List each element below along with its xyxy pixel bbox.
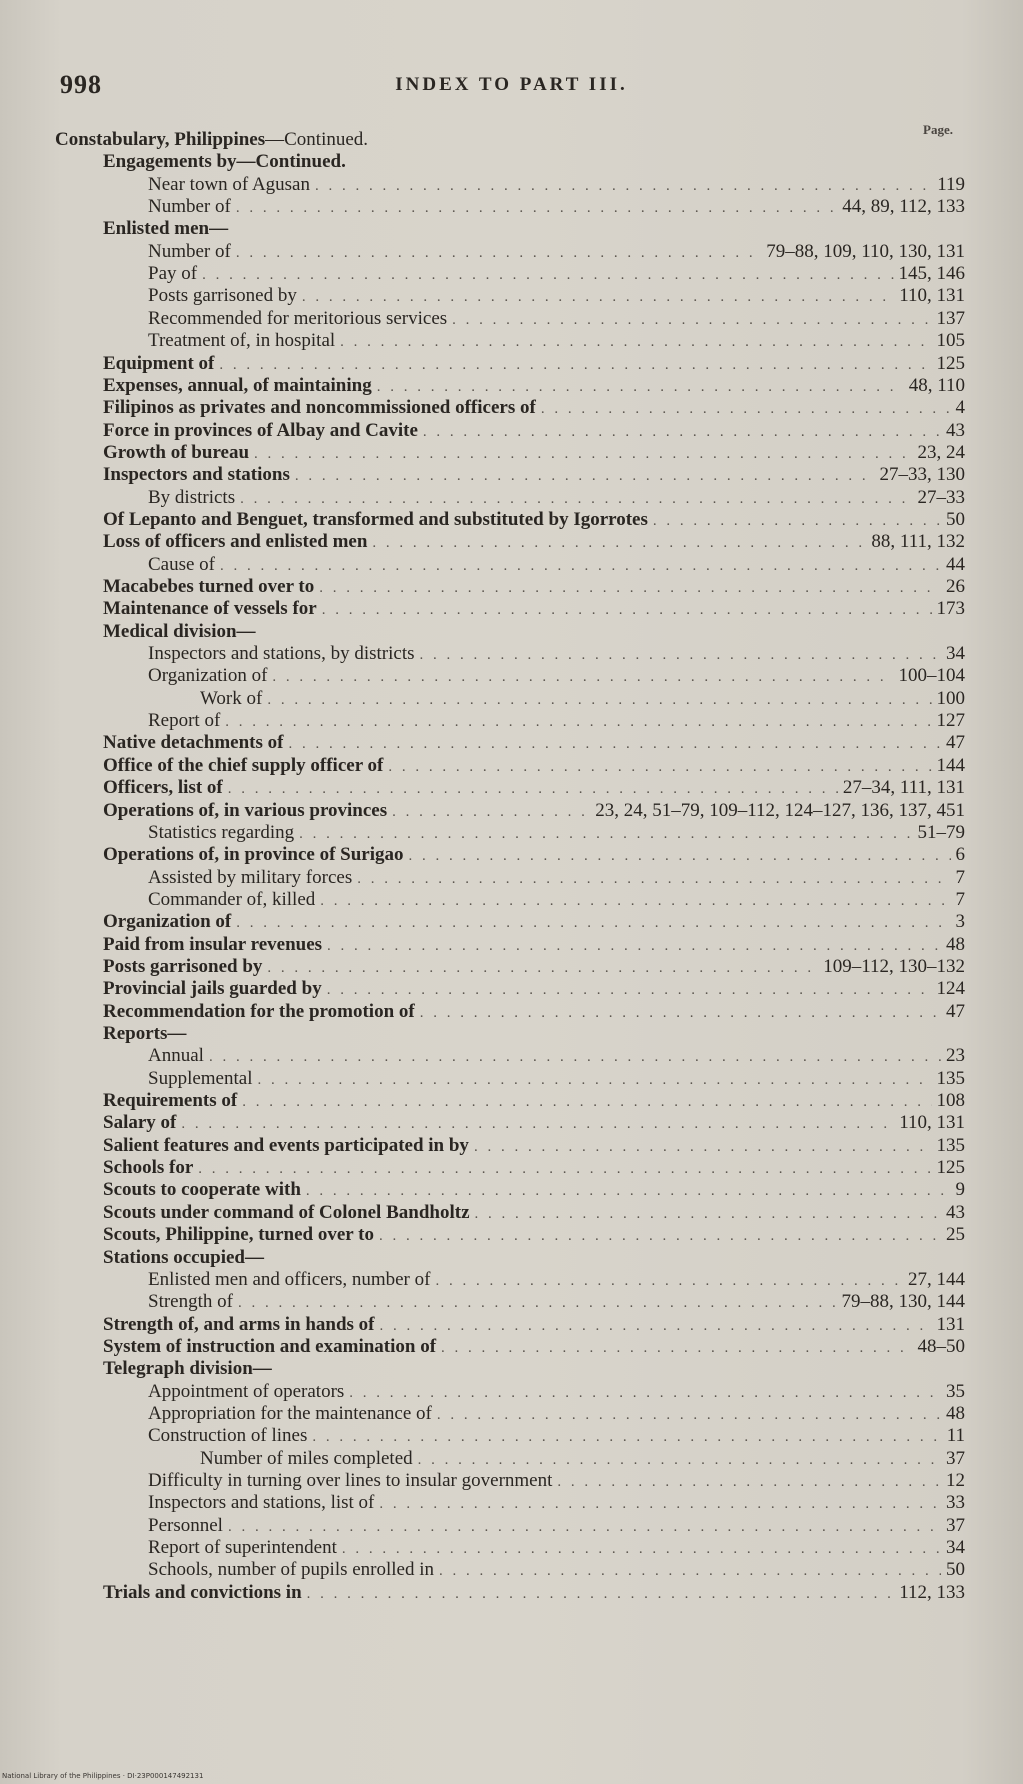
page-header xyxy=(0,70,1023,137)
entry-text: Number of xyxy=(148,196,231,218)
index-entry xyxy=(103,1223,965,1246)
index-entry xyxy=(148,888,965,911)
entry-pages: 12 xyxy=(946,1470,965,1491)
entry-text: Treatment of, in hospital xyxy=(148,330,336,352)
entry-text: Recommendation for the promotion of xyxy=(103,1000,415,1022)
entry-text: Personnel xyxy=(148,1514,223,1536)
index-entry xyxy=(103,1581,965,1604)
index-entry xyxy=(103,217,965,240)
entry-pages: 131 xyxy=(936,1313,965,1335)
index-entry xyxy=(103,1357,965,1380)
index-entry xyxy=(148,1044,965,1067)
entry-pages: 144 xyxy=(936,754,965,776)
index-entry xyxy=(148,709,965,732)
entry-text: Appropriation for the maintenance of xyxy=(148,1402,432,1424)
index-entry xyxy=(103,441,965,464)
entry-pages: 100 xyxy=(936,687,965,709)
entry-pages: 47 xyxy=(946,732,965,754)
index-entry xyxy=(148,307,965,330)
entry-text: Salary of xyxy=(103,1112,177,1134)
index-entry xyxy=(148,240,965,263)
index-entry xyxy=(148,262,965,285)
entry-text: Appointment of operators xyxy=(148,1380,345,1402)
index-entry xyxy=(148,195,965,218)
index-entry xyxy=(103,396,965,419)
entry-text: By districts xyxy=(148,486,236,508)
entry-text: Stations occupied— xyxy=(103,1246,264,1268)
entry-pages: 34 xyxy=(946,1537,965,1559)
index-entry xyxy=(103,575,965,598)
entry-text: Loss of officers and enlisted men xyxy=(103,531,368,553)
index-entry xyxy=(103,1089,965,1112)
entry-text: Strength of, and arms in hands of xyxy=(103,1313,375,1335)
index-entry xyxy=(148,1491,965,1514)
entry-pages: 47 xyxy=(946,1000,965,1022)
entry-pages: 3 xyxy=(955,911,965,933)
entry-text: Assisted by military forces xyxy=(148,866,353,888)
entry-text: Operations of, in province of Surigao xyxy=(103,844,404,866)
index-entry xyxy=(103,1313,965,1336)
entry-pages: 9 xyxy=(955,1179,965,1201)
entry-pages: 25 xyxy=(946,1224,965,1246)
page-column-label: Page. xyxy=(923,122,953,137)
entry-pages: 43 xyxy=(946,419,965,441)
entry-text: Inspectors and stations xyxy=(103,464,290,486)
entry-pages: 48, 110 xyxy=(908,374,965,396)
entry-pages: 127 xyxy=(936,710,965,732)
entry-text: Medical division— xyxy=(103,620,256,642)
index-entry xyxy=(148,642,965,665)
entry-text: Of Lepanto and Benguet, transformed and substituted by Igorrotes xyxy=(103,508,648,530)
entry-text: System of instruction and examination of xyxy=(103,1335,437,1357)
entry-text: Engagements by—Continued. xyxy=(103,151,346,173)
entry-pages: 11 xyxy=(946,1425,965,1447)
entry-text: Difficulty in turning over lines to insular government xyxy=(148,1470,553,1491)
entry-text: Near town of Agusan xyxy=(148,173,310,195)
entry-pages: 7 xyxy=(955,888,965,910)
entry-text: Native detachments of xyxy=(103,732,284,754)
entry-pages: 27–33, 130 xyxy=(879,464,965,486)
index-entry xyxy=(103,1134,965,1157)
entry-pages: 7 xyxy=(955,866,965,888)
main-heading-rest: —Continued. xyxy=(265,129,369,150)
entry-text: Inspectors and stations, by districts xyxy=(148,643,415,665)
index-entry xyxy=(103,933,965,956)
index-entry xyxy=(148,1558,965,1581)
main-heading xyxy=(55,128,965,151)
entry-pages: 34 xyxy=(946,643,965,665)
index-entry xyxy=(103,910,965,933)
running-head: INDEX TO PART III. xyxy=(395,74,628,95)
entry-pages: 37 xyxy=(946,1514,965,1536)
entry-text: Strength of xyxy=(148,1291,233,1313)
index-entry xyxy=(103,843,965,866)
archive-footer: National Library of the Philippines · DI·23P000147492131 xyxy=(2,1772,204,1780)
entry-text: Organization of xyxy=(103,911,232,933)
index-entry xyxy=(148,553,965,576)
index-entry xyxy=(103,1246,965,1269)
entry-pages: 125 xyxy=(936,352,965,374)
entry-pages: 4 xyxy=(955,397,965,419)
index-entry xyxy=(103,463,965,486)
entry-pages: 23 xyxy=(946,1045,965,1067)
entry-pages: 105 xyxy=(936,330,965,352)
index-entry xyxy=(103,620,965,643)
entry-text: Provincial jails guarded by xyxy=(103,978,322,1000)
entry-text: Commander of, killed xyxy=(148,888,316,910)
index-entry xyxy=(103,150,965,173)
index-entry xyxy=(148,866,965,889)
entry-text: Number of miles completed xyxy=(200,1447,413,1469)
entry-text: Construction of lines xyxy=(148,1425,308,1447)
entry-pages: 48–50 xyxy=(917,1335,965,1357)
entry-text: Growth of bureau xyxy=(103,441,250,463)
entry-pages: 135 xyxy=(936,1067,965,1089)
entry-text: Telegraph division— xyxy=(103,1358,272,1380)
index-entry xyxy=(200,687,965,710)
index-entry xyxy=(148,1268,965,1291)
entry-pages: 110, 131 xyxy=(899,285,965,307)
entry-text: Schools, number of pupils enrolled in xyxy=(148,1559,435,1581)
index-entry xyxy=(103,977,965,1000)
index-entry xyxy=(148,821,965,844)
index-entry xyxy=(200,1447,965,1470)
entry-text: Expenses, annual, of maintaining xyxy=(103,374,372,396)
entry-pages: 124 xyxy=(936,978,965,1000)
index-entry xyxy=(148,329,965,352)
entry-text: Posts garrisoned by xyxy=(103,955,263,977)
index-entry xyxy=(103,1022,965,1045)
entry-pages: 88, 111, 132 xyxy=(871,531,965,553)
entry-text: Scouts to cooperate with xyxy=(103,1179,301,1201)
index-entry xyxy=(103,1335,965,1358)
entry-text: Office of the chief supply officer of xyxy=(103,754,384,776)
entry-text: Report of xyxy=(148,710,221,732)
index-entry xyxy=(103,1178,965,1201)
entry-pages: 109–112, 130–132 xyxy=(823,955,965,977)
entry-text: Macabebes turned over to xyxy=(103,576,315,597)
index-entry xyxy=(148,486,965,509)
entry-text: Schools for xyxy=(103,1157,194,1179)
entry-text: Operations of, in various provinces xyxy=(103,799,388,821)
entry-pages: 33 xyxy=(946,1492,965,1514)
entry-text: Posts garrisoned by xyxy=(148,285,297,307)
entry-pages: 79–88, 109, 110, 130, 131 xyxy=(766,240,965,262)
index-entry xyxy=(103,776,965,799)
entry-text: Pay of xyxy=(148,263,198,285)
entry-pages: 43 xyxy=(946,1201,965,1223)
index-entry xyxy=(148,1514,965,1537)
index-entry xyxy=(148,284,965,307)
entry-text: Scouts under command of Colonel Bandholtz xyxy=(103,1201,470,1223)
index-entry xyxy=(103,1156,965,1179)
entry-text: Enlisted men— xyxy=(103,218,229,240)
entry-pages: 6 xyxy=(955,844,965,866)
index-entry xyxy=(103,352,965,375)
entry-text: Enlisted men and officers, number of xyxy=(148,1268,431,1290)
entry-pages: 173 xyxy=(936,598,965,620)
index-entry xyxy=(148,1380,965,1403)
entry-pages: 135 xyxy=(936,1134,965,1156)
entry-pages: 119 xyxy=(937,173,965,195)
index-entry xyxy=(103,374,965,397)
index-entry xyxy=(103,1111,965,1134)
entry-pages: 50 xyxy=(946,508,965,530)
entry-pages: 100–104 xyxy=(898,665,965,687)
entry-text: Number of xyxy=(148,240,231,262)
main-heading-bold: Constabulary, Philippines xyxy=(55,129,266,150)
entry-pages: 27–33 xyxy=(917,486,965,508)
entry-pages: 108 xyxy=(936,1090,965,1112)
index-entry xyxy=(148,1067,965,1090)
index-entry xyxy=(103,731,965,754)
entry-pages: 137 xyxy=(936,307,965,329)
index-entry xyxy=(103,530,965,553)
entry-pages: 44 xyxy=(946,553,965,575)
entry-pages: 48 xyxy=(946,1402,965,1424)
index-entry xyxy=(148,664,965,687)
entry-pages: 48 xyxy=(946,933,965,955)
index-entry xyxy=(103,955,965,978)
entry-text: Reports— xyxy=(103,1023,187,1044)
entry-pages: 23, 24, 51–79, 109–112, 124–127, 136, 137, 451 xyxy=(595,799,965,821)
entry-text: Inspectors and stations, list of xyxy=(148,1492,375,1514)
entry-pages: 50 xyxy=(946,1559,965,1581)
entry-text: Cause of xyxy=(148,553,216,575)
entry-text: Officers, list of xyxy=(103,777,223,799)
entry-text: Report of superintendent xyxy=(148,1537,337,1559)
entry-text: Paid from insular revenues xyxy=(103,933,323,955)
entry-pages: 23, 24 xyxy=(917,441,965,463)
entry-pages: 110, 131 xyxy=(899,1112,965,1134)
entry-pages: 125 xyxy=(936,1157,965,1179)
entry-pages: 44, 89, 112, 133 xyxy=(842,196,965,218)
index-entry xyxy=(148,173,965,196)
index-entry xyxy=(103,508,965,531)
entry-text: Maintenance of vessels for xyxy=(103,598,317,620)
entry-pages: 35 xyxy=(946,1380,965,1402)
entry-pages: 27, 144 xyxy=(908,1268,965,1290)
index-entry xyxy=(103,754,965,777)
index-entry xyxy=(103,597,965,620)
index-entry xyxy=(148,1290,965,1313)
dot-leader xyxy=(307,1583,895,1606)
entry-text: Recommended for meritorious services xyxy=(148,307,448,329)
page-number: 998 xyxy=(60,70,102,99)
index-entry xyxy=(103,419,965,442)
entry-text: Supplemental xyxy=(148,1067,253,1089)
index-entry xyxy=(148,1536,965,1559)
entry-pages: 112, 133 xyxy=(899,1581,965,1603)
entry-pages: 27–34, 111, 131 xyxy=(842,777,965,799)
entry-text: Requirements of xyxy=(103,1090,238,1112)
entry-text: Equipment of xyxy=(103,352,215,374)
index-entry xyxy=(148,1469,965,1492)
entry-text: Annual xyxy=(148,1045,204,1067)
entry-text: Force in provinces of Albay and Cavite xyxy=(103,419,418,441)
entry-text: Work of xyxy=(200,687,263,709)
entry-pages: 79–88, 130, 144 xyxy=(841,1291,965,1313)
entry-pages: 26 xyxy=(946,576,965,597)
index-entry xyxy=(148,1402,965,1425)
entry-text: Salient features and events participated in by xyxy=(103,1134,469,1156)
index-entry xyxy=(148,1424,965,1447)
entry-pages: 145, 146 xyxy=(898,263,965,285)
entry-text: Trials and convictions in xyxy=(103,1581,302,1603)
entry-pages: 37 xyxy=(946,1447,965,1469)
entry-text: Filipinos as privates and noncommissioned officers of xyxy=(103,397,536,419)
entry-text: Organization of xyxy=(148,665,268,687)
entry-text: Scouts, Philippine, turned over to xyxy=(103,1224,374,1246)
index-entry xyxy=(103,1201,965,1224)
index-entry xyxy=(103,799,965,822)
entry-text: Statistics regarding xyxy=(148,821,295,843)
index-entry xyxy=(103,1000,965,1023)
entry-pages: 51–79 xyxy=(917,821,965,843)
